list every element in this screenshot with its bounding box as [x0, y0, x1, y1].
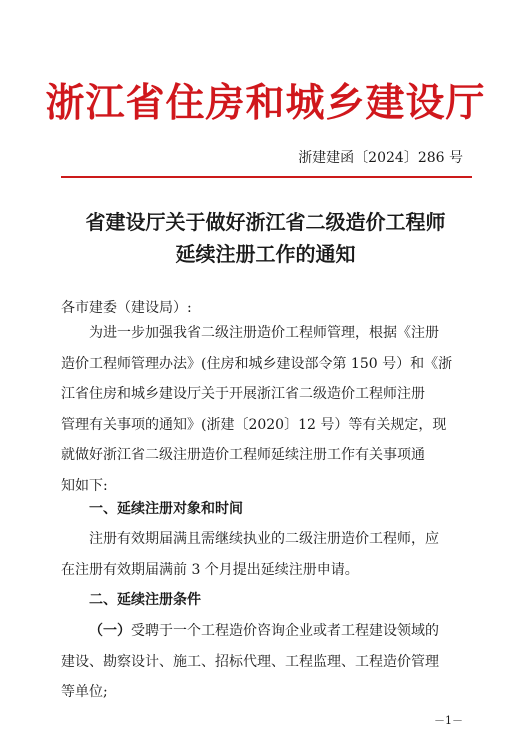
intro-line: 管理有关事项的通知》(浙建〔2020〕12 号）等有关规定，现: [61, 416, 447, 433]
intro-paragraph: [61, 318, 472, 502]
section-2-line: 建设、勘察设计、施工、招标代理、工程监理、工程造价管理: [61, 653, 439, 670]
intro-line: 造价工程师管理办法》(住房和城乡建设部令第 150 号）和《浙: [61, 355, 453, 372]
section-1-line: 在注册有效期届满前 3 个月提出延续注册申请。: [61, 561, 359, 578]
section-2-line: [61, 616, 472, 647]
section-2-line-text: 受聘于一个工程造价咨询企业或者工程建设领域的: [131, 623, 439, 639]
section-1-heading: 一、延续注册对象和时间: [89, 501, 243, 517]
section-2-line: 等单位;: [61, 684, 108, 701]
intro-line: 知如下:: [61, 477, 108, 494]
section-1-line: 注册有效期届满且需继续执业的二级注册造价工程师，应: [89, 531, 439, 547]
salutation: 各市建委（建设局）:: [61, 300, 192, 316]
section-2-heading: 二、延续注册条件: [89, 592, 201, 608]
intro-line: 为进一步加强我省二级注册造价工程师管理，根据《注册: [89, 325, 439, 341]
section-1-paragraph: [61, 524, 472, 585]
intro-line: 就做好浙江省二级注册造价工程师延续注册工作有关事项通: [61, 447, 425, 464]
document-title: [0, 206, 531, 270]
intro-line: 江省住房和城乡建设厅关于开展浙江省二级造价工程师注册: [61, 386, 425, 403]
document-title-line-2: 延续注册工作的通知: [175, 242, 356, 266]
document-title-line-1: 省建设厅关于做好浙江省二级造价工程师: [85, 210, 446, 234]
section-2-item-label: （一）: [89, 623, 131, 639]
section-2-paragraph: [61, 616, 472, 708]
header-title: 浙江省住房和城乡建设厅: [45, 80, 486, 126]
page-number: －1－: [434, 714, 463, 727]
header-red-rule: [61, 176, 472, 178]
document-number: 浙建建函〔2024〕286 号: [298, 150, 463, 166]
